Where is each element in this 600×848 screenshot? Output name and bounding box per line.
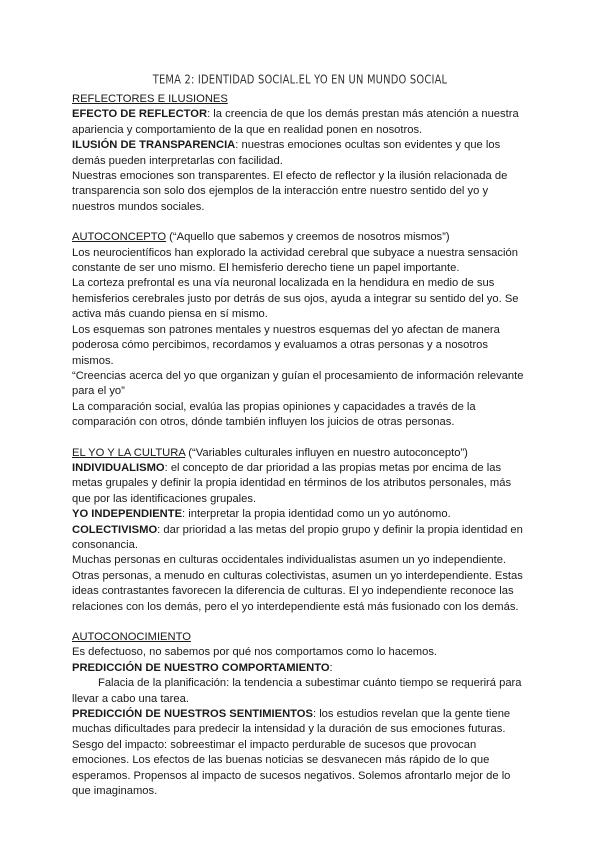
quote: “Creencias acerca del yo que organizan y guían el procesamiento de información relevante para el yo” <box>72 369 524 398</box>
section-heading: AUTOCONCEPTO <box>72 231 167 244</box>
term-ilusion-transparencia: ILUSIÓN DE TRANSPARENCIA <box>72 139 236 152</box>
term-yo-independiente: YO INDEPENDIENTE <box>72 508 183 521</box>
section-heading: REFLECTORES E ILUSIONES <box>72 93 228 105</box>
definition-text: : interpretar la propia identidad como un yo autónomo. <box>182 508 451 521</box>
definition-text: : la creencia de que los demás prestan más atención a nuestra apariencia y comportamiento de la que en realidad ponen en nosotros. <box>72 108 519 136</box>
paragraph-indented: Falacia de la planificación: la tendencia a subestimar cuánto tiempo se requerirá para llevar a cabo una tarea. <box>72 677 522 705</box>
term-colectivismo: COLECTIVISMO <box>72 523 158 536</box>
term-efecto-reflector: EFECTO DE REFLECTOR <box>72 108 208 121</box>
document-body <box>72 92 528 799</box>
definition-text: : los estudios revelan que la gente tiene muchas dificultades para predecir la intensidad y la duración de sus emociones futuras. <box>72 708 511 736</box>
term-individualismo: INDIVIDUALISMO <box>72 461 165 474</box>
paragraph: Es defectuoso, no sabemos por qué nos comportamos como lo hacemos. <box>72 646 438 659</box>
section-subtitle: (“Aquello que sabemos y creemos de nosotros mismos”) <box>166 231 450 244</box>
definition-text: : dar prioridad a las metas del propio grupo y definir la propia identidad en consonancia. <box>72 523 523 551</box>
paragraph: La comparación social, evalúa las propias opiniones y capacidades a través de la comparación con otros, dónde también influyen los juicios de otras personas. <box>72 400 476 429</box>
definition-text: : <box>329 661 333 674</box>
definition-text: : nuestras emociones ocultas son evidentes y que los demás pueden interpretarlas con facilidad. <box>72 139 501 167</box>
section-reflectores <box>72 92 528 215</box>
document-title: TEMA 2: IDENTIDAD SOCIAL.EL YO EN UN MUNDO SOCIAL <box>152 71 448 87</box>
paragraph: La corteza prefrontal es una vía neuronal localizada en la hendidura en medio de sus hemisferios cerebrales justo por detrás de sus ojos, ayuda a integrar su sentido del yo. Se activa más cuando piensa en sí mismo. <box>72 277 519 321</box>
term-prediccion-sentimientos: PREDICCIÓN DE NUESTROS SENTIMIENTOS <box>72 708 313 721</box>
paragraph: Los esquemas son patrones mentales y nuestros esquemas del yo afectan de manera poderosa cómo percibimos, recordamos y evaluamos a otras personas y a nosotros mismos. <box>72 323 500 367</box>
term-prediccion-comportamiento: PREDICCIÓN DE NUESTRO COMPORTAMIENTO <box>72 661 330 674</box>
section-autoconocimiento <box>72 630 528 799</box>
paragraph: Nuestras emociones son transparentes. El efecto de reflector y la ilusión relacionada de transparencia son solo dos ejemplos de la interacción entre nuestro sentido del yo y nuestros mundos sociales. <box>72 170 508 213</box>
section-heading: AUTOCONOCIMIENTO <box>72 631 191 643</box>
paragraph: Sesgo del impacto: sobreestimar el impacto perdurable de sucesos que provocan emociones. Los efectos de las buenas noticias se desvanecen más rápido de lo que esperamos. Propensos al impacto de sucesos negativos. Solemos afrontarlo mejor de lo que imaginamos. <box>72 738 511 798</box>
paragraph: Muchas personas en culturas occidentales individualistas asumen un yo independiente. Otras personas, a menudo en culturas colectivistas, asumen un yo interdependiente. Estas ideas contrastantes favorecen la diferencia de culturas. El yo independiente reconoce las relaciones con los demás, pero el yo interdependiente está más fusionado con los demás. <box>72 554 523 613</box>
section-subtitle: (“Variables culturales influyen en nuestro autoconcepto”) <box>185 446 468 459</box>
section-heading: EL YO Y LA CULTURA <box>72 446 186 459</box>
section-autoconcepto <box>72 230 528 430</box>
definition-text: : el concepto de dar prioridad a las propias metas por encima de las metas grupales y definir la propia identidad en términos de los atributos personales, más que por las identificaciones grupales. <box>72 461 512 505</box>
paragraph: Los neurocientíficos han explorado la actividad cerebral que subyace a nuestra sensación constante de ser uno mismo. El hemisferio derecho tiene un papel importante. <box>72 246 518 275</box>
section-yo-cultura <box>72 446 528 615</box>
